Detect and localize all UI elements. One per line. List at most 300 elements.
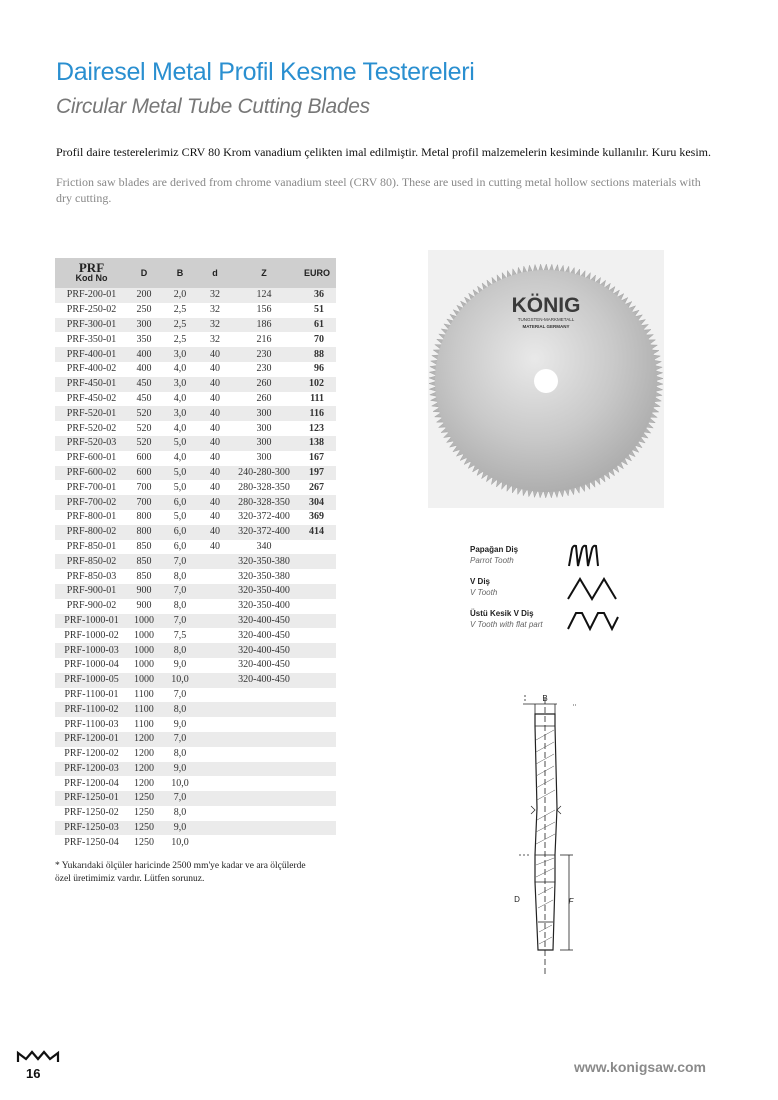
cell-diameter: 1200 [128,762,160,777]
cell-euro [298,806,336,821]
cell-diameter: 1000 [128,628,160,643]
cell-thickness: 2,0 [160,288,200,303]
cell-thickness: 7,5 [160,628,200,643]
cell-diameter: 450 [128,377,160,392]
table-row [55,821,336,836]
cell-euro: 116 [298,406,336,421]
blade-label-line2: MATERIAL GERMANY [522,324,570,329]
cell-euro [298,821,336,836]
cell-diameter: 250 [128,303,160,318]
cell-teeth: 280-328-350 [230,480,298,495]
cell-teeth [230,835,298,850]
cell-code: PRF-1250-04 [55,835,128,850]
cell-teeth [230,806,298,821]
cell-teeth: 300 [230,421,298,436]
cell-euro [298,717,336,732]
table-row [55,643,336,658]
cell-code: PRF-520-02 [55,421,128,436]
table-row [55,747,336,762]
cell-teeth: 124 [230,288,298,303]
cell-teeth [230,732,298,747]
saw-blade-image [428,250,664,508]
cell-teeth: 240-280-300 [230,466,298,481]
cell-teeth: 260 [230,392,298,407]
cell-bore: 40 [200,421,230,436]
cell-code: PRF-450-02 [55,392,128,407]
cell-euro [298,702,336,717]
cell-euro [298,599,336,614]
cell-code: PRF-520-03 [55,436,128,451]
cell-diameter: 1100 [128,688,160,703]
cell-code: PRF-800-01 [55,510,128,525]
cell-teeth: 230 [230,362,298,377]
cell-thickness: 9,0 [160,658,200,673]
blade-bore [534,369,558,393]
cell-diameter: 300 [128,318,160,333]
cell-bore: 40 [200,480,230,495]
cell-teeth: 280-328-350 [230,495,298,510]
cell-thickness: 8,0 [160,569,200,584]
cell-bore [200,569,230,584]
label-b: B [542,694,548,703]
cell-thickness: 6,0 [160,495,200,510]
tooth-type-v-flat [470,609,650,641]
cell-euro: 304 [298,495,336,510]
cell-thickness: 8,0 [160,643,200,658]
cell-bore [200,835,230,850]
cell-teeth [230,791,298,806]
header-code-main: PRF [78,260,105,275]
cell-thickness: 6,0 [160,540,200,555]
cell-euro [298,584,336,599]
blade-photo [428,250,664,508]
table-row [55,347,336,362]
cell-code: PRF-1100-01 [55,688,128,703]
cell-thickness: 7,0 [160,554,200,569]
cell-code: PRF-400-02 [55,362,128,377]
cell-diameter: 850 [128,554,160,569]
cell-euro [298,643,336,658]
description-turkish: Profil daire testerelerimiz CRV 80 Krom vanadium çelikten imal edilmiştir. Metal profil malzemelerin kesiminde kullanılır. Kuru kesim. [56,145,711,159]
header-code-sub: Kod No [75,273,108,283]
cell-bore: 40 [200,406,230,421]
cell-thickness: 3,0 [160,377,200,392]
cell-teeth: 320-372-400 [230,510,298,525]
cell-code: PRF-300-01 [55,318,128,333]
cell-code: PRF-1100-03 [55,717,128,732]
cell-thickness: 7,0 [160,584,200,599]
table-row [55,732,336,747]
website-link[interactable]: www.konigsaw.com [574,1059,706,1075]
cell-code: PRF-600-01 [55,451,128,466]
table-row [55,614,336,629]
cell-teeth: 300 [230,451,298,466]
v-tooth-icon [566,575,626,601]
table-row [55,480,336,495]
cell-bore [200,747,230,762]
cell-euro [298,776,336,791]
cell-code: PRF-800-02 [55,525,128,540]
cell-code: PRF-1250-01 [55,791,128,806]
cell-diameter: 700 [128,480,160,495]
table-row [55,762,336,777]
cell-thickness: 10,0 [160,776,200,791]
cell-bore: 40 [200,540,230,555]
cell-code: PRF-1000-02 [55,628,128,643]
cell-thickness: 5,0 [160,510,200,525]
cell-thickness: 4,0 [160,451,200,466]
table-row [55,525,336,540]
cell-thickness: 3,0 [160,406,200,421]
cell-bore [200,584,230,599]
cell-teeth: 216 [230,332,298,347]
cell-bore [200,776,230,791]
cell-teeth: 320-400-450 [230,643,298,658]
cell-diameter: 1250 [128,835,160,850]
cell-teeth: 320-350-380 [230,554,298,569]
cell-thickness: 4,0 [160,421,200,436]
cell-code: PRF-350-01 [55,332,128,347]
cell-bore: 40 [200,392,230,407]
cell-euro [298,673,336,688]
cell-code: PRF-1000-05 [55,673,128,688]
cell-bore: 40 [200,347,230,362]
cell-euro: 197 [298,466,336,481]
cell-code: PRF-700-02 [55,495,128,510]
cell-code: PRF-450-01 [55,377,128,392]
cell-diameter: 520 [128,406,160,421]
table-row [55,510,336,525]
table-row [55,673,336,688]
cell-thickness: 10,0 [160,673,200,688]
cell-diameter: 700 [128,495,160,510]
cell-code: PRF-1200-04 [55,776,128,791]
cell-euro [298,732,336,747]
crown-logo-icon [16,1050,60,1064]
cell-diameter: 600 [128,466,160,481]
header-diameter: D [128,258,160,288]
cell-diameter: 1000 [128,614,160,629]
table-row [55,451,336,466]
parrot-tooth-icon [566,543,626,569]
cell-euro [298,835,336,850]
cell-euro [298,540,336,555]
table-row [55,628,336,643]
table-header-row [55,258,336,288]
cell-thickness: 4,0 [160,392,200,407]
cell-teeth: 320-372-400 [230,525,298,540]
footnote: * Yukarıdaki ölçüler haricinde 2500 mm'ye kadar ve ara ölçülerde özel üretimimiz vardır. Lütfen sorunuz. [55,861,306,884]
label-f: F [568,897,574,906]
cell-teeth [230,702,298,717]
cell-bore [200,688,230,703]
cell-teeth [230,747,298,762]
tooth-type-sub: V Tooth [470,588,498,597]
cell-diameter: 1100 [128,702,160,717]
cell-thickness: 6,0 [160,525,200,540]
blade-cross-section-drawing [505,690,595,980]
cell-code: PRF-900-02 [55,599,128,614]
cell-euro: 138 [298,436,336,451]
table-row [55,332,336,347]
cell-thickness: 5,0 [160,466,200,481]
page-title: Dairesel Metal Profil Kesme Testereleri [56,58,475,86]
cell-euro [298,747,336,762]
cell-teeth [230,821,298,836]
cell-teeth: 340 [230,540,298,555]
cell-diameter: 850 [128,569,160,584]
cell-euro: 96 [298,362,336,377]
table-row [55,554,336,569]
cell-bore [200,673,230,688]
cell-euro: 61 [298,318,336,333]
cell-euro: 267 [298,480,336,495]
cell-thickness: 8,0 [160,747,200,762]
cell-thickness: 8,0 [160,806,200,821]
cell-thickness: 7,0 [160,791,200,806]
cell-teeth [230,688,298,703]
cell-diameter: 450 [128,392,160,407]
cell-diameter: 1000 [128,643,160,658]
cell-teeth: 320-350-400 [230,599,298,614]
cell-code: PRF-1000-03 [55,643,128,658]
cell-bore: 40 [200,495,230,510]
header-teeth: Z [230,258,298,288]
cell-diameter: 520 [128,436,160,451]
table-row [55,421,336,436]
cell-teeth: 260 [230,377,298,392]
cell-bore: 40 [200,377,230,392]
table-row [55,540,336,555]
table-row [55,569,336,584]
cell-bore [200,821,230,836]
cell-thickness: 2,5 [160,332,200,347]
cell-teeth: 320-350-380 [230,569,298,584]
cell-diameter: 200 [128,288,160,303]
cell-bore [200,702,230,717]
cell-bore [200,599,230,614]
cell-diameter: 1250 [128,806,160,821]
cell-bore: 32 [200,332,230,347]
cell-bore [200,791,230,806]
cell-diameter: 850 [128,540,160,555]
cell-bore [200,628,230,643]
table-row [55,688,336,703]
cell-code: PRF-850-03 [55,569,128,584]
cell-code: PRF-1000-01 [55,614,128,629]
cell-euro: 167 [298,451,336,466]
cell-bore: 40 [200,466,230,481]
cell-thickness: 9,0 [160,821,200,836]
blade-label-line1: TUNGSTEN-MARKMETALL [517,317,575,322]
cell-euro [298,791,336,806]
cell-code: PRF-1100-02 [55,702,128,717]
cell-teeth: 186 [230,318,298,333]
cell-bore [200,762,230,777]
cell-euro: 51 [298,303,336,318]
tooth-type-sub: Parrot Tooth [470,556,514,565]
cell-bore: 40 [200,525,230,540]
cell-code: PRF-520-01 [55,406,128,421]
cell-thickness: 9,0 [160,717,200,732]
header-euro: EURO [298,258,336,288]
table-row [55,495,336,510]
cell-bore: 40 [200,436,230,451]
cell-thickness: 2,5 [160,318,200,333]
table-row [55,791,336,806]
cell-euro: 111 [298,392,336,407]
table-row [55,288,336,303]
cell-thickness: 7,0 [160,732,200,747]
cell-diameter: 1200 [128,747,160,762]
cell-code: PRF-1200-01 [55,732,128,747]
cell-diameter: 800 [128,525,160,540]
label-d: D [514,895,520,904]
cell-teeth [230,762,298,777]
cell-thickness: 5,0 [160,480,200,495]
cell-code: PRF-200-01 [55,288,128,303]
table-row [55,436,336,451]
table-row [55,392,336,407]
table-row [55,377,336,392]
tooth-type-parrot [470,545,650,577]
cell-euro: 36 [298,288,336,303]
cell-euro [298,762,336,777]
cell-thickness: 10,0 [160,835,200,850]
cell-bore: 32 [200,303,230,318]
page-number: 16 [26,1066,41,1081]
cell-diameter: 1000 [128,658,160,673]
cell-code: PRF-1000-04 [55,658,128,673]
cell-teeth: 320-400-450 [230,658,298,673]
cell-diameter: 1200 [128,732,160,747]
tooth-type-sub: V Tooth with flat part [470,620,543,629]
table-row [55,835,336,850]
cell-code: PRF-1250-03 [55,821,128,836]
cell-thickness: 8,0 [160,599,200,614]
cell-bore [200,658,230,673]
page-subtitle: Circular Metal Tube Cutting Blades [56,95,370,118]
cell-diameter: 1250 [128,791,160,806]
cell-diameter: 1250 [128,821,160,836]
cell-diameter: 520 [128,421,160,436]
table-row [55,303,336,318]
cell-diameter: 800 [128,510,160,525]
cell-diameter: 1200 [128,776,160,791]
cell-teeth: 320-400-450 [230,614,298,629]
cell-code: PRF-250-02 [55,303,128,318]
cell-euro: 102 [298,377,336,392]
cell-euro [298,614,336,629]
cell-euro [298,688,336,703]
cell-diameter: 600 [128,451,160,466]
cell-bore [200,614,230,629]
cell-code: PRF-1200-03 [55,762,128,777]
cell-euro [298,554,336,569]
table-row [55,658,336,673]
cell-euro: 414 [298,525,336,540]
table-row [55,702,336,717]
cell-thickness: 7,0 [160,688,200,703]
cell-bore: 40 [200,510,230,525]
cell-teeth [230,776,298,791]
cell-teeth [230,717,298,732]
cell-thickness: 9,0 [160,762,200,777]
v-tooth-flat-icon [566,607,626,633]
table-row [55,406,336,421]
blade-brand: KÖNIG [511,294,581,317]
cell-diameter: 900 [128,599,160,614]
header-code [55,258,128,288]
cell-bore: 40 [200,362,230,377]
description-english: Friction saw blades are derived from chrome vanadium steel (CRV 80). These are used in cutting metal hollow sections materials with dry cutting. [56,175,701,205]
tooth-type-name: Papağan Diş [470,545,519,554]
tooth-types-legend [470,545,650,641]
cell-thickness: 2,5 [160,303,200,318]
tooth-type-name: V Diş [470,577,491,586]
tooth-type-v [470,577,650,609]
cell-bore [200,732,230,747]
table-body [55,288,336,850]
cell-bore: 32 [200,288,230,303]
cell-euro: 70 [298,332,336,347]
cell-euro: 369 [298,510,336,525]
cell-thickness: 8,0 [160,702,200,717]
cell-euro [298,569,336,584]
cell-diameter: 400 [128,362,160,377]
cell-teeth: 300 [230,436,298,451]
cell-diameter: 1100 [128,717,160,732]
cell-code: PRF-850-01 [55,540,128,555]
cell-diameter: 1000 [128,673,160,688]
table-row [55,584,336,599]
header-thickness: B [160,258,200,288]
cell-thickness: 5,0 [160,436,200,451]
cell-euro: 88 [298,347,336,362]
cell-teeth: 230 [230,347,298,362]
table-row [55,599,336,614]
product-table [55,258,336,850]
table-row [55,362,336,377]
cell-bore: 32 [200,318,230,333]
cell-teeth: 320-400-450 [230,673,298,688]
cell-teeth: 320-400-450 [230,628,298,643]
cell-thickness: 3,0 [160,347,200,362]
cell-bore [200,806,230,821]
table-row [55,318,336,333]
cell-code: PRF-900-01 [55,584,128,599]
table-row [55,776,336,791]
cell-teeth: 320-350-400 [230,584,298,599]
cell-bore: 40 [200,451,230,466]
cell-diameter: 400 [128,347,160,362]
cell-thickness: 7,0 [160,614,200,629]
cell-bore [200,643,230,658]
cell-thickness: 4,0 [160,362,200,377]
cell-diameter: 900 [128,584,160,599]
cell-code: PRF-1200-02 [55,747,128,762]
table-row [55,806,336,821]
table-row [55,717,336,732]
cell-diameter: 350 [128,332,160,347]
cell-code: PRF-700-01 [55,480,128,495]
cell-euro [298,628,336,643]
header-bore: d [200,258,230,288]
cell-euro [298,658,336,673]
table-row [55,466,336,481]
cell-bore [200,717,230,732]
cell-code: PRF-400-01 [55,347,128,362]
